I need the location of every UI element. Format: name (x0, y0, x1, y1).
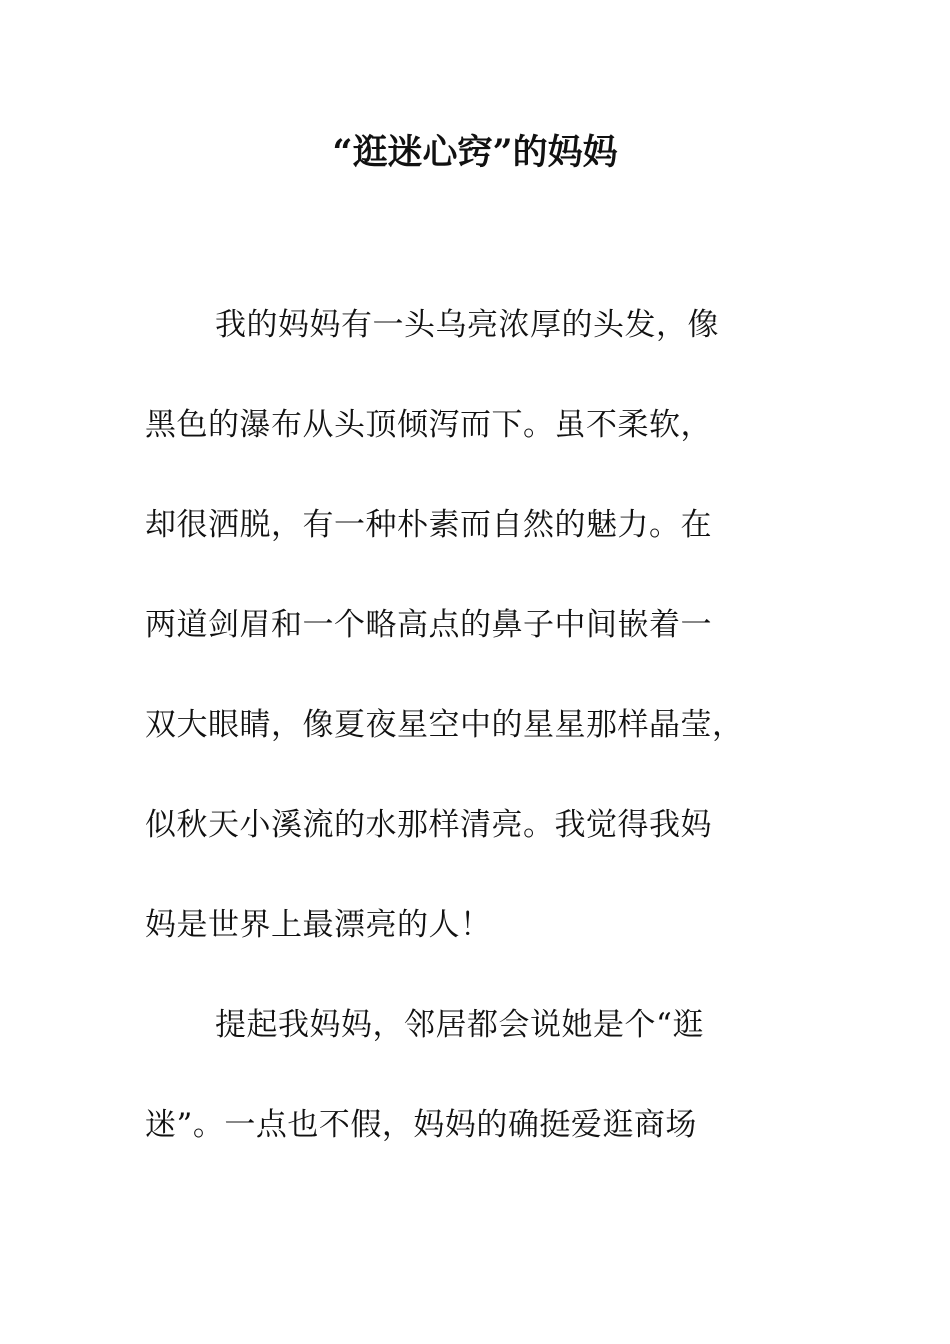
paragraph-1-line-4: 两道剑眉和一个略高点的鼻子中间嵌着一 (145, 607, 712, 643)
paragraph-1-line-1: 我的妈妈有一头乌亮浓厚的头发，像 (215, 307, 719, 343)
paragraph-1-line-5: 双大眼睛，像夏夜星空中的星星那样晶莹， (145, 707, 744, 743)
document-body (145, 300, 805, 1200)
paragraph-1-line-3: 却很洒脱，有一种朴素而自然的魅力。在 (145, 507, 712, 543)
document-title: “逛迷心窍”的妈妈 (332, 132, 618, 173)
paragraph-2-line-2: 迷”。一点也不假，妈妈的确挺爱逛商场 (145, 1107, 697, 1143)
paragraph-2-line-1: 提起我妈妈，邻居都会说她是个“逛 (215, 1007, 704, 1043)
paragraph-1-line-6: 似秋天小溪流的水那样清亮。我觉得我妈 (145, 807, 712, 843)
paragraph-1-line-2: 黑色的瀑布从头顶倾泻而下。虽不柔软， (145, 407, 712, 443)
paragraph-1-line-7: 妈是世界上最漂亮的人！ (145, 907, 492, 943)
